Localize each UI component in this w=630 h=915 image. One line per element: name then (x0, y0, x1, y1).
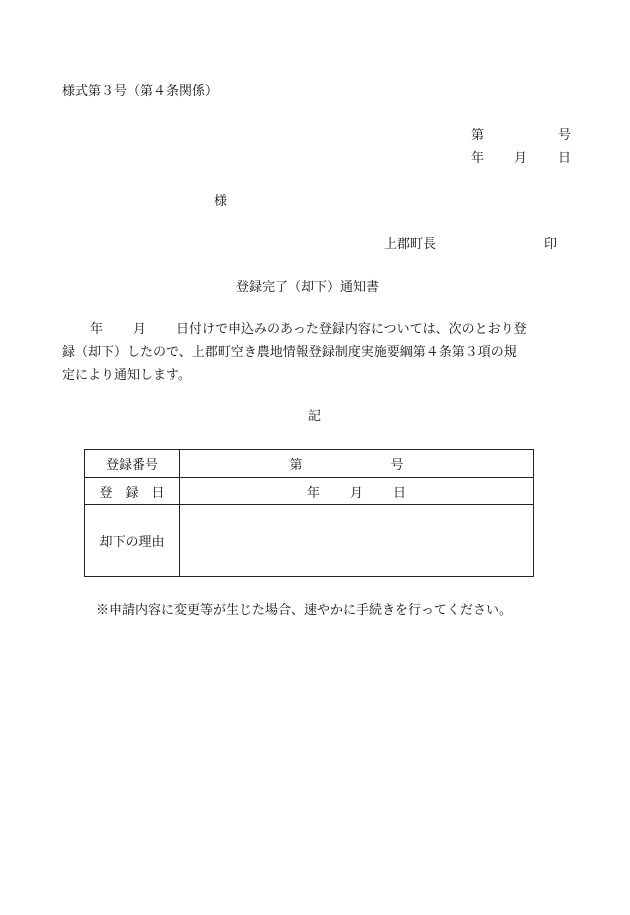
doc-number-suffix: 号 (558, 128, 572, 143)
table-row-date (85, 478, 534, 505)
ki-heading: 記 (308, 409, 322, 424)
registration-table (84, 449, 534, 577)
date-month: 月 (514, 151, 528, 166)
registration-number-suffix: 号 (390, 458, 404, 473)
header-registration-number: 登録番号 (85, 450, 180, 478)
body-month: 月 (133, 322, 147, 337)
value-rejection-reason[interactable] (180, 505, 534, 577)
registration-number-prefix: 第 (289, 458, 303, 473)
doc-number-prefix: 第 (471, 128, 485, 143)
document-title: 登録完了（却下）通知書 (236, 280, 380, 295)
value-registration-number (180, 450, 534, 478)
header-rejection-reason: 却下の理由 (85, 505, 180, 577)
issuer-title: 上郡町長 (384, 237, 437, 252)
form-label: 様式第３号（第４条関係） (62, 84, 219, 99)
seal-mark: 印 (544, 237, 558, 252)
body-line-2: 録（却下）したので、上郡町空き農地情報登録制度実施要綱第４条第３項の規 (62, 345, 517, 360)
value-registration-date (180, 478, 534, 505)
footer-note: ※申請内容に変更等が生じた場合、速やかに手続きを行ってください。 (96, 603, 513, 618)
date-year: 年 (471, 151, 485, 166)
body-line-3: 定により通知します。 (62, 368, 191, 383)
table-row-number (85, 450, 534, 478)
body-line-1 (62, 318, 578, 341)
body-year: 年 (90, 322, 104, 337)
header-registration-date: 登 録 日 (85, 478, 180, 505)
registration-date-year: 年 (306, 485, 320, 501)
date-day: 日 (558, 151, 572, 166)
body-paragraph (62, 318, 578, 387)
registration-date-month: 月 (349, 485, 363, 501)
addressee-suffix: 様 (214, 194, 228, 209)
body-line-1-text: 日付けで申込みのあった登録内容については、次のとおり登 (176, 322, 527, 337)
table-row-reason (85, 505, 534, 577)
registration-date-day: 日 (393, 485, 407, 501)
